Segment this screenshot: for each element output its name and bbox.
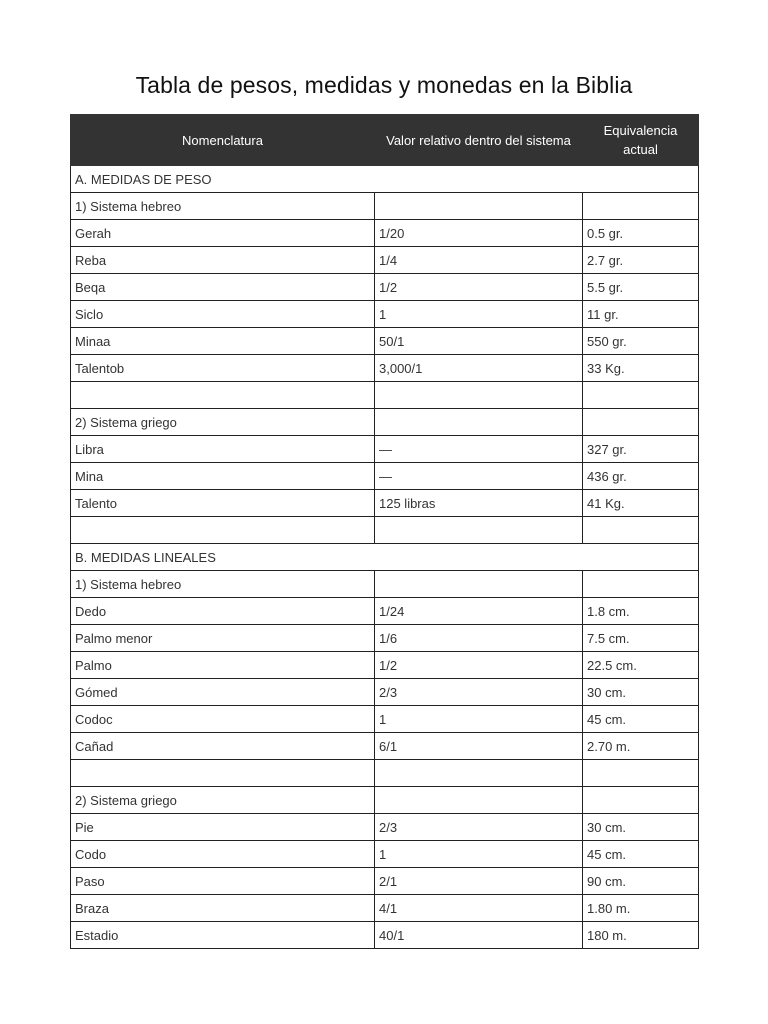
cell-nomenclatura: Codoc	[71, 706, 375, 733]
table-row	[71, 409, 699, 436]
table-row	[71, 436, 699, 463]
table-row	[71, 193, 699, 220]
cell-nomenclatura: Braza	[71, 895, 375, 922]
cell-equivalencia	[583, 787, 699, 814]
table-row	[71, 625, 699, 652]
page-title: Tabla de pesos, medidas y monedas en la Biblia	[135, 72, 633, 98]
cell-valor-relativo: 1/4	[375, 247, 583, 274]
cell-equivalencia: 436 gr.	[583, 463, 699, 490]
cell-valor-relativo: —	[375, 436, 583, 463]
cell-nomenclatura: Reba	[71, 247, 375, 274]
table-row	[71, 922, 699, 949]
cell-valor-relativo: 1	[375, 841, 583, 868]
cell-equivalencia: 45 cm.	[583, 841, 699, 868]
cell-valor-relativo: 1/20	[375, 220, 583, 247]
cell-nomenclatura	[71, 517, 375, 544]
table-row	[71, 841, 699, 868]
cell-nomenclatura: Beqa	[71, 274, 375, 301]
table-row	[71, 760, 699, 787]
cell-nomenclatura: Libra	[71, 436, 375, 463]
cell-nomenclatura: Cañad	[71, 733, 375, 760]
cell-equivalencia: 30 cm.	[583, 679, 699, 706]
table-row	[71, 328, 699, 355]
cell-equivalencia: 90 cm.	[583, 868, 699, 895]
table-row	[71, 814, 699, 841]
cell-valor-relativo: 1/2	[375, 652, 583, 679]
table-row	[71, 490, 699, 517]
table-row	[71, 517, 699, 544]
column-header-valor-relativo: Valor relativo dentro del sistema	[375, 115, 583, 166]
cell-valor-relativo: 2/3	[375, 814, 583, 841]
cell-valor-relativo: —	[375, 463, 583, 490]
cell-nomenclatura: 1) Sistema hebreo	[71, 193, 375, 220]
table-row	[71, 652, 699, 679]
cell-equivalencia: 11 gr.	[583, 301, 699, 328]
cell-equivalencia: 1.80 m.	[583, 895, 699, 922]
cell-nomenclatura: Siclo	[71, 301, 375, 328]
cell-valor-relativo	[375, 517, 583, 544]
cell-nomenclatura: 2) Sistema griego	[71, 409, 375, 436]
table-body	[71, 166, 699, 949]
table-row	[71, 382, 699, 409]
cell-nomenclatura: 2) Sistema griego	[71, 787, 375, 814]
cell-equivalencia	[583, 517, 699, 544]
cell-equivalencia: 45 cm.	[583, 706, 699, 733]
cell-nomenclatura	[71, 760, 375, 787]
cell-equivalencia: 2.7 gr.	[583, 247, 699, 274]
cell-valor-relativo: 6/1	[375, 733, 583, 760]
measures-table	[70, 114, 699, 949]
cell-equivalencia: 550 gr.	[583, 328, 699, 355]
cell-nomenclatura: Estadio	[71, 922, 375, 949]
section-heading: A. MEDIDAS DE PESO	[71, 166, 699, 193]
cell-valor-relativo	[375, 193, 583, 220]
table-row	[71, 247, 699, 274]
cell-nomenclatura: Palmo menor	[71, 625, 375, 652]
cell-equivalencia: 33 Kg.	[583, 355, 699, 382]
cell-nomenclatura: 1) Sistema hebreo	[71, 571, 375, 598]
cell-valor-relativo: 1	[375, 706, 583, 733]
cell-valor-relativo: 1	[375, 301, 583, 328]
table-row	[71, 733, 699, 760]
cell-equivalencia: 180 m.	[583, 922, 699, 949]
cell-nomenclatura: Talentob	[71, 355, 375, 382]
cell-valor-relativo: 1/24	[375, 598, 583, 625]
table-row	[71, 301, 699, 328]
cell-valor-relativo	[375, 571, 583, 598]
cell-equivalencia	[583, 571, 699, 598]
cell-nomenclatura: Palmo	[71, 652, 375, 679]
cell-nomenclatura: Pie	[71, 814, 375, 841]
table-row	[71, 706, 699, 733]
section-heading: B. MEDIDAS LINEALES	[71, 544, 699, 571]
cell-valor-relativo	[375, 382, 583, 409]
cell-valor-relativo: 2/1	[375, 868, 583, 895]
table-row	[71, 679, 699, 706]
cell-valor-relativo: 1/6	[375, 625, 583, 652]
table-row	[71, 571, 699, 598]
table-row	[71, 598, 699, 625]
table-row	[71, 787, 699, 814]
cell-valor-relativo: 125 libras	[375, 490, 583, 517]
cell-valor-relativo: 3,000/1	[375, 355, 583, 382]
section-row	[71, 544, 699, 571]
cell-equivalencia: 2.70 m.	[583, 733, 699, 760]
cell-equivalencia: 5.5 gr.	[583, 274, 699, 301]
table-header	[71, 115, 699, 166]
section-row	[71, 166, 699, 193]
cell-valor-relativo: 1/2	[375, 274, 583, 301]
column-header-nomenclatura: Nomenclatura	[71, 115, 375, 166]
cell-equivalencia: 7.5 cm.	[583, 625, 699, 652]
cell-nomenclatura: Gerah	[71, 220, 375, 247]
header-row	[71, 115, 699, 166]
cell-nomenclatura: Talento	[71, 490, 375, 517]
cell-valor-relativo: 4/1	[375, 895, 583, 922]
cell-equivalencia: 0.5 gr.	[583, 220, 699, 247]
cell-valor-relativo	[375, 409, 583, 436]
cell-valor-relativo	[375, 787, 583, 814]
column-header-equivalencia: Equivalencia actual	[583, 115, 699, 166]
cell-nomenclatura	[71, 382, 375, 409]
cell-valor-relativo	[375, 760, 583, 787]
cell-equivalencia: 1.8 cm.	[583, 598, 699, 625]
cell-valor-relativo: 40/1	[375, 922, 583, 949]
cell-equivalencia	[583, 193, 699, 220]
cell-equivalencia	[583, 382, 699, 409]
cell-equivalencia: 41 Kg.	[583, 490, 699, 517]
table-row	[71, 895, 699, 922]
cell-valor-relativo: 50/1	[375, 328, 583, 355]
table-row	[71, 274, 699, 301]
cell-valor-relativo: 2/3	[375, 679, 583, 706]
cell-nomenclatura: Minaa	[71, 328, 375, 355]
cell-equivalencia: 22.5 cm.	[583, 652, 699, 679]
cell-nomenclatura: Gómed	[71, 679, 375, 706]
cell-nomenclatura: Dedo	[71, 598, 375, 625]
cell-nomenclatura: Paso	[71, 868, 375, 895]
cell-equivalencia	[583, 409, 699, 436]
table-row	[71, 868, 699, 895]
table-row	[71, 355, 699, 382]
cell-nomenclatura: Codo	[71, 841, 375, 868]
cell-nomenclatura: Mina	[71, 463, 375, 490]
cell-equivalencia: 30 cm.	[583, 814, 699, 841]
table-row	[71, 463, 699, 490]
cell-equivalencia	[583, 760, 699, 787]
cell-equivalencia: 327 gr.	[583, 436, 699, 463]
table-row	[71, 220, 699, 247]
